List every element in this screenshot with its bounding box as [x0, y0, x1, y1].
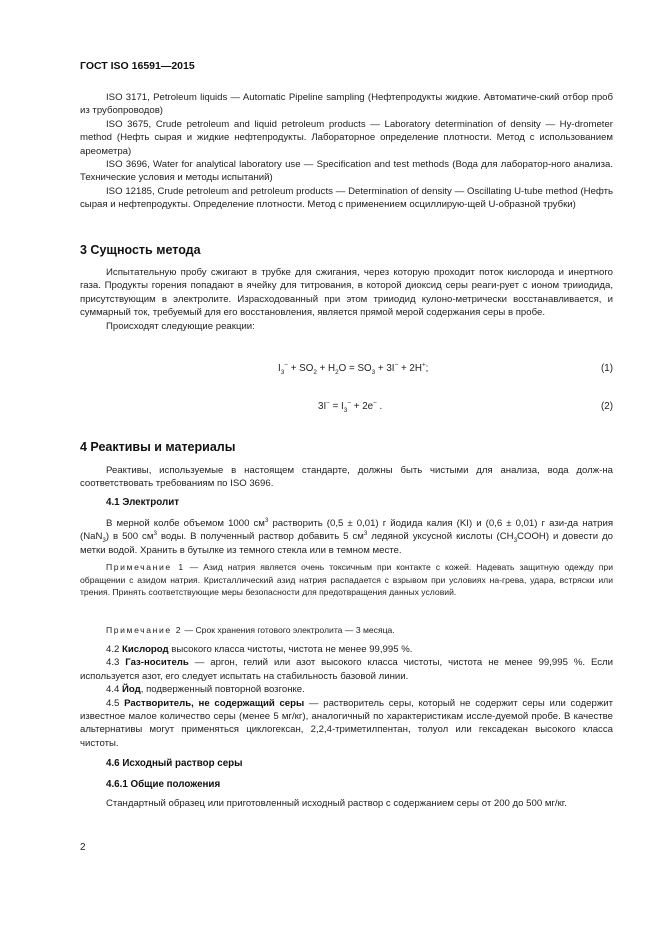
- items-4-2-to-4-5: [80, 643, 613, 750]
- equation-2-number: (2): [601, 401, 613, 412]
- section-3-body: [80, 266, 613, 333]
- note-1: Примечание 1 — Азид натрия является очень токсичным при контакте с кожей. Надевать защитную одежду при обращении с азидом натрия. Кристаллический азид натрия распадается с взрывом при условиях на-грева, удара, встряски или трения. Принять соответствующие меры безопасности для предотвращения данных условий.: [80, 562, 614, 598]
- section-4-title: 4 Реактивы и материалы: [80, 440, 236, 454]
- reference-item: ISO 3675, Crude petroleum and liquid petroleum products — Laboratory determination of density — Hy-drometer method (Нефть сырая и жидкие нефтепродукты. Лабораторное определение плотности. Метод с использованием ареометра): [80, 118, 613, 157]
- item-4-2: 4.2 Кислород высокого класса чистоты, чистота не менее 99,995 %.: [106, 644, 413, 655]
- note-label: Примечание 2: [106, 625, 183, 635]
- references-list: [80, 91, 613, 212]
- equation-1-number: (1): [601, 363, 613, 374]
- item-4-4: 4.4 Йод, подверженный повторной возгонке.: [106, 684, 305, 696]
- reference-item: ISO 12185, Crude petroleum and petroleum products — Determination of density — Oscillating U-tube method (Нефть сырая и нефтепродукты. Определение плотности. Метод с применением осциллирую-щей U-образной трубки): [80, 185, 614, 211]
- paragraph: Реактивы, используемые в настоящем стандарте, должны быть чистыми для анализа, вода долж-на соответствовать требованиям по ISO 3696.: [80, 465, 613, 490]
- equation-2: $3I^- = I_3^- + 2e^-$ .: [318, 399, 383, 414]
- subsection-4-6-1-body: [80, 797, 613, 810]
- item-4-5: 4.5 Растворитель, не содержащий серы — растворитель серы, который не содержит серы или содержит известное малое количество серы (менее 5 мг/кг), аналогичный по характеристикам иссле-дуемой пробе. В качестве альтернативы могут применяться циклогексан, 2,2,4-триметилпентан, толуол или гексадекан высокого класса чистоты.: [80, 697, 613, 749]
- reference-item: ISO 3171, Petroleum liquids — Automatic Pipeline sampling (Нефтепродукты жидкие. Автоматиче-ский отбор проб из трубопроводов): [80, 92, 613, 117]
- section-4-intro: [80, 464, 613, 491]
- subsection-4-6-title: 4.6 Исходный раствор серы: [106, 758, 243, 769]
- note-label: Примечание 1: [106, 562, 185, 572]
- section-3-title: 3 Сущность метода: [80, 243, 201, 257]
- document-header: ГОСТ ISO 16591—2015: [80, 60, 195, 72]
- paragraph: Происходят следующие реакции:: [106, 320, 255, 332]
- subsection-4-1-title: 4.1 Электролит: [106, 497, 180, 508]
- equation-1: $I_3^- + SO_2 + H_2O = SO_3 + 3I^- + 2H^+$;: [278, 361, 429, 376]
- reference-item: ISO 3696, Water for analytical laboratory use — Specification and test methods (Вода для лаборатор-ного анализа. Технические условия и методы испытаний): [80, 159, 613, 184]
- paragraph: Стандартный образец или приготовленный исходный раствор с содержанием серы от 200 до 500 мг/кг.: [106, 798, 567, 809]
- item-4-3: 4.3 Газ-носитель — аргон, гелий или азот высокого класса чистоты, чистота не менее 99,995 %. Если используется азот, его следует испытать на стабильность базовой линии.: [80, 657, 613, 682]
- electrolyte-paragraph: В мерной колбе объемом 1000 $см^3$ растворить (0,5 ± 0,01) г йодида калия (KI) и (0,6 ± 0,01) г ази-да натрия (NaN$_3$) в 500 $см^3$ воды. В полученный раствор добавить 5 $см^3$ ледяной уксусной кислоты $(CH_3COOH)$ и довести до метки водой. Хранить в бутылке из темного стекла или в темном месте.: [80, 516, 614, 556]
- note-2: Примечание 2 — Срок хранения готового электролита — 3 месяца.: [106, 625, 395, 635]
- subsection-4-6-1-title: 4.6.1 Общие положения: [106, 779, 221, 790]
- paragraph: Испытательную пробу сжигают в трубке для сжигания, через которую проходит поток кислорода и инертного газа. Продукты горения попадают в ячейку для титрования, в которой диоксид серы реаги-рует с ионом трииодида, присутствующим в электролите. Израсходованный при этом трииодид кулоно-метрически восстанавливается, и суммарный ток, требуемый для его восстановления, является прямой мерой содержания серы в пробе.: [80, 267, 613, 319]
- page-number: 2: [80, 842, 86, 853]
